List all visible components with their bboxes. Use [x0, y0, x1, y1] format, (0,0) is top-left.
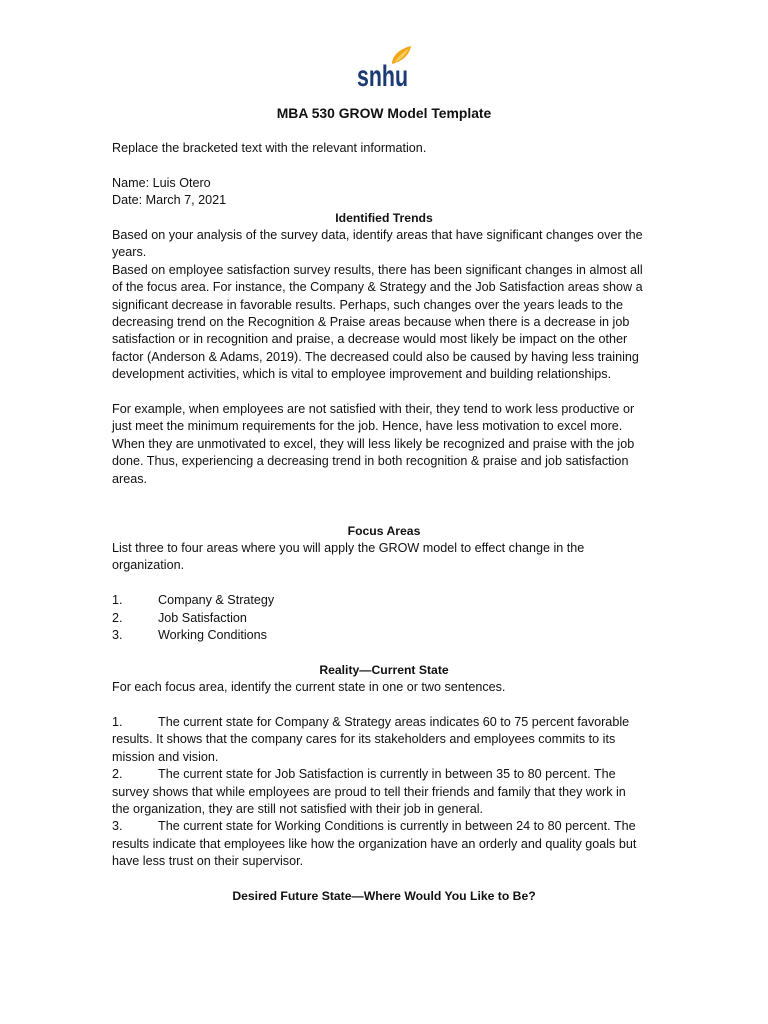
reality-item [112, 766, 656, 818]
paragraph-line: done. Thus, experiencing a decreasing trend in both recognition & praise and job satisfaction [112, 454, 629, 469]
focus-area-item [112, 627, 656, 644]
spacer [112, 157, 656, 174]
paragraph-line: For example, when employees are not satisfied with their, they tend to work less productive or [112, 401, 635, 416]
list-item-text: Job Satisfaction [158, 610, 247, 625]
paragraph-line: significant decrease in favorable results. Perhaps, such changes over the years leads to the [112, 297, 624, 312]
paragraph-line: the organization, they are still not satisfied with their job in general. [112, 801, 484, 816]
list-item-text: Company & Strategy [158, 593, 275, 608]
spacer [112, 871, 656, 888]
document-body [112, 105, 656, 905]
spacer [112, 123, 656, 140]
prompt-line: years. [112, 245, 147, 260]
spacer [112, 488, 656, 523]
reality-item-first-line [112, 818, 656, 835]
paragraph-line: decreasing trend on the Recognition & Praise areas because when there is a decrease in job [112, 314, 630, 329]
paragraph-line: mission and vision. [112, 749, 219, 764]
prompt-line: For each focus area, identify the current state in one or two sentences. [112, 680, 506, 695]
paragraph-line: factor (Anderson & Adams, 2019). The decreased could also be caused by having less training [112, 349, 639, 364]
list-number: 1. [112, 714, 123, 729]
section-heading-focus-areas: Focus Areas [347, 523, 421, 538]
focus-area-item [112, 610, 656, 627]
section-heading-desired-future-state: Desired Future State—Where Would You Like to Be? [232, 888, 536, 903]
focus-area-item [112, 592, 656, 609]
list-item-text: The current state for Company & Strategy areas indicates 60 to 75 percent favorable [158, 714, 630, 729]
spacer [112, 384, 656, 401]
snhu-logo [353, 42, 415, 93]
paragraph-line: areas. [112, 471, 148, 486]
paragraph-line: When they are unmotivated to excel, they will less likely be recognized and praise with the job [112, 436, 635, 451]
paragraph-line: results. It shows that the company cares for its stakeholders and employees commits to its [112, 732, 616, 747]
prompt-line: Based on your analysis of the survey data, identify areas that have significant changes over the [112, 228, 643, 243]
paragraph-line: have less trust on their supervisor. [112, 854, 304, 869]
paragraph-line: just meet the minimum requirements for the job. Hence, have less motivation to excel more. [112, 419, 623, 434]
reality-item [112, 714, 656, 766]
list-number: 1. [112, 593, 123, 608]
spacer [112, 644, 656, 661]
spacer [112, 697, 656, 714]
list-number: 3. [112, 628, 123, 643]
paragraph-line: results indicate that employees like how the organization have an orderly and quality goals but [112, 836, 637, 851]
list-number: 2. [112, 610, 123, 625]
list-number: 3. [112, 819, 123, 834]
section-heading-identified-trends: Identified Trends [335, 210, 433, 225]
reality-item [112, 818, 656, 870]
date-line: Date: March 7, 2021 [112, 193, 227, 208]
instruction-text: Replace the bracketed text with the relevant information. [112, 141, 427, 156]
paragraph-line: satisfaction or in recognition and praise, a decrease would most likely be impact on the other [112, 332, 628, 347]
paragraph-line: of the focus area. For instance, the Company & Strategy and the Job Satisfaction areas show a [112, 280, 643, 295]
reality-item-first-line [112, 766, 656, 783]
reality-item-first-line [112, 714, 656, 731]
prompt-line: organization. [112, 558, 185, 573]
name-line: Name: Luis Otero [112, 175, 211, 190]
prompt-line: List three to four areas where you will apply the GROW model to effect change in the [112, 541, 585, 556]
paragraph-line: development activities, which is vital to employee improvement and building relationships. [112, 367, 612, 382]
logo-wordmark: snhu [357, 60, 408, 93]
list-item-text: Working Conditions [158, 628, 267, 643]
spacer [112, 575, 656, 592]
list-item-text: The current state for Working Conditions is currently in between 24 to 80 percent. The [158, 819, 636, 834]
list-number: 2. [112, 767, 123, 782]
section-heading-reality: Reality—Current State [319, 662, 449, 677]
paragraph-line: Based on employee satisfaction survey results, there has been significant changes in almost all [112, 262, 643, 277]
document-title: MBA 530 GROW Model Template [276, 105, 492, 122]
paragraph-line: survey shows that while employees are proud to tell their friends and family that they work in [112, 784, 626, 799]
list-item-text: The current state for Job Satisfaction is currently in between 35 to 80 percent. The [158, 767, 616, 782]
